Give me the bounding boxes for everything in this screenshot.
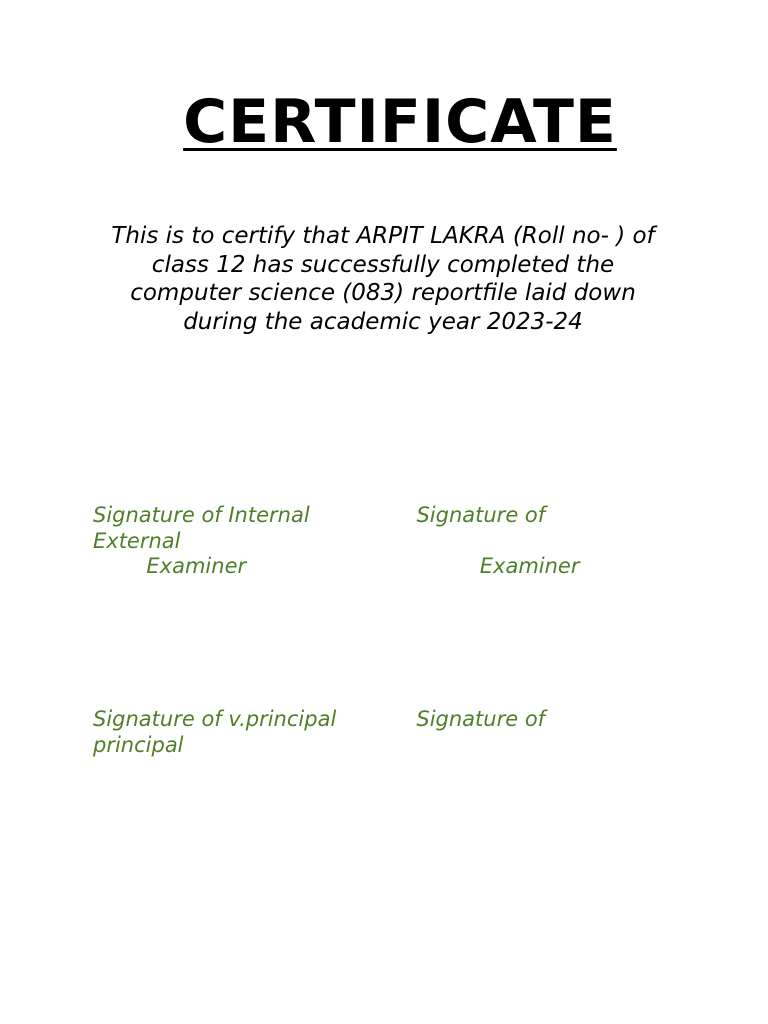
principal-signature-lines: Signature of v.principal Signature of principal xyxy=(93,707,546,757)
examiner-signature-lines: Signature of Internal Signature of External Examiner Examiner xyxy=(93,503,580,578)
certificate-statement: This is to certify that ARPIT LAKRA (Roll no- ) of class 12 has successfully completed the computer science (083) reportfile laid down during the academic year 2023-24 xyxy=(111,223,655,335)
certificate-title: CERTIFICATE xyxy=(183,87,617,157)
